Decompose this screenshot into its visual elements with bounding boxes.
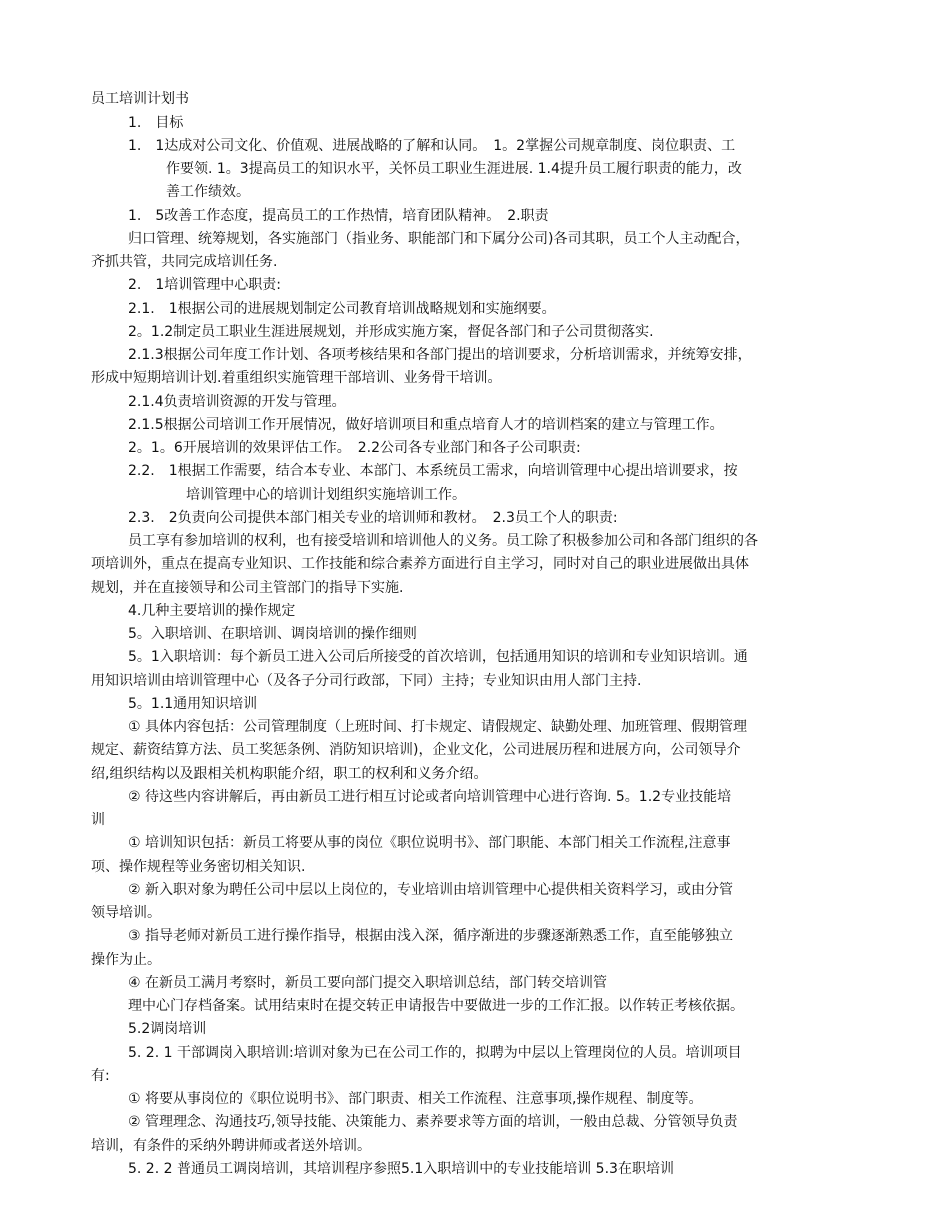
text-line: 1. 1达成对公司文化、价值观、进展战略的了解和认同。 1。2掌握公司规章制度、岗位职责、工	[128, 138, 736, 154]
text-line: ③ 指导老师对新员工进行操作指导，根据由浅入深，循序渐进的步骤逐渐熟悉工作，直至能够独立	[128, 928, 733, 944]
text-line: 形成中短期培训计划.着重组织实施管理干部培训、业务骨干培训。	[91, 370, 502, 386]
text-line: 5.2调岗培训	[128, 1021, 207, 1037]
text-line: 2。1。6开展培训的效果评估工作。 2.2公司各专业部门和各子公司职责:	[128, 440, 581, 456]
text-line: ① 将要从事岗位的《职位说明书》、部门职责、相关工作流程、注意事项,操作规程、制度等。	[128, 1091, 703, 1107]
text-line: 5. 2. 2 普通员工调岗培训，其培训程序参照5.1入职培训中的专业技能培训 5.3在职培训	[128, 1161, 674, 1177]
text-line: 领导培训。	[91, 905, 161, 921]
text-line: ① 具体内容包括：公司管理制度（上班时间、打卡规定、请假规定、缺勤处理、加班管理、假期管理	[128, 719, 747, 735]
text-line: 2.1.4负责培训资源的开发与管理。	[128, 394, 346, 410]
text-line: 2.1.3根据公司年度工作计划、各项考核结果和各部门提出的培训要求，分析培训需求，并统筹安排，	[128, 347, 752, 363]
text-line: ① 培训知识包括：新员工将要从事的岗位《职位说明书》、部门职能、本部门相关工作流程,注意事	[128, 835, 731, 851]
text-line: 5。1入职培训：每个新员工进入公司后所接受的首次培训，包括通用知识的培训和专业知识培训。通	[128, 649, 748, 665]
text-line: 培训管理中心的培训计划组织实施培训工作。	[186, 487, 466, 503]
text-line: 5。入职培训、在职培训、调岗培训的操作细则	[128, 626, 417, 642]
text-line: 有:	[91, 1068, 110, 1084]
text-line: 训	[91, 812, 105, 828]
text-line: 用知识培训由培训管理中心（及各子分司行政部，下同）主持；专业知识由用人部门主持.	[91, 673, 642, 689]
document-title: 员工培训计划书	[91, 91, 189, 107]
text-line: 2.2. 1根据工作需要，结合本专业、本部门、本系统员工需求，向培训管理中心提出培训要求，按	[128, 463, 738, 479]
text-line: 善工作绩效。	[166, 184, 250, 200]
text-line: 员工享有参加培训的权利，也有接受培训和培训他人的义务。员工除了积极参加公司和各部门组织的各	[128, 533, 758, 549]
text-line: 规定、薪资结算方法、员工奖惩条例、消防知识培训)，企业文化，公司进展历程和进展方向，公司领导介	[91, 742, 741, 758]
text-line: 4.几种主要培训的操作规定	[128, 603, 296, 619]
text-line: 2.1. 1根据公司的进展规划制定公司教育培训战略规划和实施纲要。	[128, 301, 556, 317]
text-line: 5. 2. 1 干部调岗入职培训:培训对象为已在公司工作的，拟聘为中层以上管理岗位的人员。培训项目	[128, 1045, 742, 1061]
text-line: ④ 在新员工满月考察时，新员工要向部门提交入职培训总结，部门转交培训管	[128, 975, 607, 991]
text-line: 2.3. 2负责向公司提供本部门相关专业的培训师和教材。 2.3员工个人的职责:	[128, 510, 618, 526]
text-line: ② 待这些内容讲解后，再由新员工进行相互讨论或者向培训管理中心进行咨询. 5。1.2专业技能培	[128, 789, 732, 805]
text-line: 归口管理、统筹规划，各实施部门（指业务、职能部门和下属分公司)各司其职，员工个人主动配合，	[128, 231, 750, 247]
text-line: 5。1.1通用知识培训	[128, 696, 258, 712]
text-line: 绍,组织结构以及跟相关机构职能介绍，职工的权利和义务介绍。	[91, 766, 488, 782]
text-line: ② 新入职对象为聘任公司中层以上岗位的，专业培训由培训管理中心提供相关资料学习，或由分管	[128, 882, 733, 898]
text-line: 项培训外，重点在提高专业知识、工作技能和综合素养方面进行自主学习，同时对自己的职业进展做出具体	[91, 556, 749, 572]
text-line: 作要领. 1。3提高员工的知识水平，关怀员工职业生涯进展. 1.4提升员工履行职责的能力，改	[166, 161, 742, 177]
text-line: 2.1.5根据公司培训工作开展情况，做好培训项目和重点培育人才的培训档案的建立与管理工作。	[128, 417, 724, 433]
text-line: ② 管理理念、沟通技巧,领导技能、决策能力、素养要求等方面的培训，一般由总裁、分管领导负责	[128, 1114, 738, 1130]
text-line: 操作为止。	[91, 952, 161, 968]
text-line: 2。1.2制定员工职业生涯进展规划，并形成实施方案，督促各部门和子公司贯彻落实.	[128, 324, 654, 340]
text-line: 1. 5改善工作态度，提高员工的工作热情，培育团队精神。 2.职责	[128, 208, 549, 224]
text-line: 培训，有条件的采纳外聘讲师或者送外培训。	[91, 1138, 371, 1154]
text-line: 规划，并在直接领导和公司主管部门的指导下实施.	[91, 580, 404, 596]
text-line: 项、操作规程等业务密切相关知识.	[91, 859, 306, 875]
text-line: 齐抓共管，共同完成培训任务.	[91, 254, 278, 270]
text-line: 2. 1培训管理中心职责:	[128, 277, 281, 293]
text-line: 理中心门存档备案。试用结束时在提交转正申请报告中要做进一步的工作汇报。以作转正考核依据。	[128, 998, 744, 1014]
text-line: 1. 目标	[128, 115, 184, 131]
